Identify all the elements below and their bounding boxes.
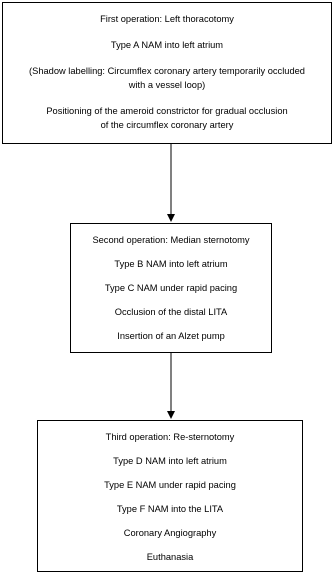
third-operation-box [37,420,303,572]
third-operation-title: Third operation: Re-sternotomy [105,432,235,442]
second-operation-title: Second operation: Median sternotomy [92,235,250,245]
second-operation-step: Insertion of an Alzet pump [117,331,225,341]
third-operation-step: Type D NAM into left atrium [113,456,227,466]
third-operation-step: Euthanasia [146,552,194,562]
second-operation-step: Type C NAM under rapid pacing [104,283,238,293]
first-operation-step: with a vessel loop) [128,80,206,90]
second-operation-step: Type B NAM into left atrium [114,259,228,269]
first-operation-box [2,2,332,144]
second-operation-step: Occlusion of the distal LITA [114,307,228,317]
third-operation-step: Type F NAM into the LITA [116,504,224,514]
first-operation-step: Type A NAM into left atrium [110,40,224,50]
third-operation-step: Type E NAM under rapid pacing [104,480,236,490]
first-operation-step: Positioning of the ameroid constrictor for gradual occlusion [46,106,288,116]
first-operation-title: First operation: Left thoracotomy [100,14,234,24]
second-operation-box [70,223,272,353]
first-operation-step: (Shadow labelling: Circumflex coronary artery temporarily occluded [29,66,305,76]
third-operation-step: Coronary Angiography [123,528,217,538]
first-operation-step: of the circumflex coronary artery [100,120,234,130]
